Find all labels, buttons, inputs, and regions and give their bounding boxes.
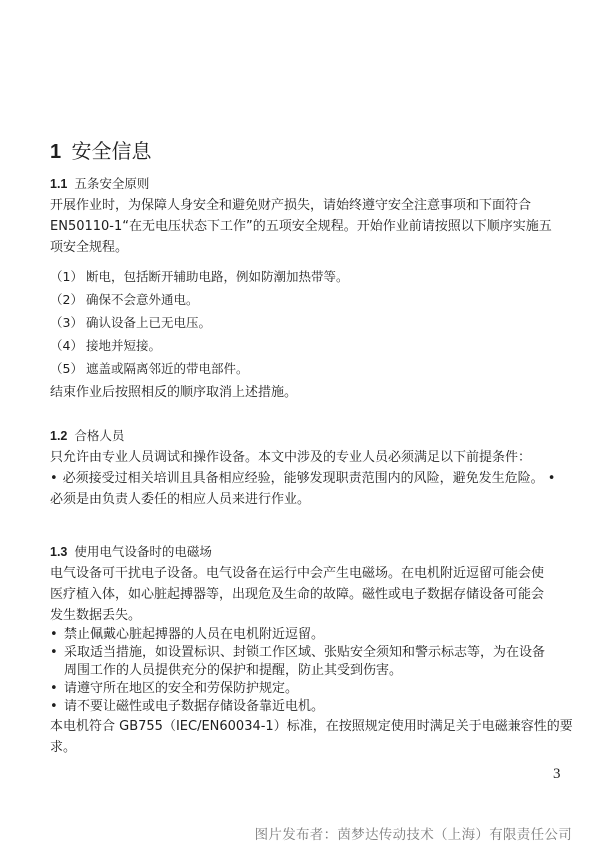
numbered-item <box>50 292 560 308</box>
closing-text: 本电机符合 GB755（IEC/EN60034-1）标准，在按照规定使用时满足关于电磁兼容性的要 <box>50 719 573 734</box>
item-number: （5） <box>50 361 83 376</box>
paragraph-line: 只允许由专业人员调试和操作设备。本文中涉及的专业人员必须满足以下前提条件： <box>50 450 532 465</box>
bullet-icon: • <box>50 699 58 714</box>
section-1-2 <box>50 427 560 510</box>
section-heading <box>50 427 560 445</box>
paragraph-line: 发生数据丢失。 <box>50 608 142 623</box>
list-item-text: 禁止佩戴心脏起搏器的人员在电机附近逗留。 <box>64 627 325 642</box>
bullet-icon: • <box>50 627 58 642</box>
item-text: 接地并短接。 <box>86 338 162 353</box>
list-item-text: 采取适当措施，如设置标识、封锁工作区域、张贴安全须知和警示标志等，为在设备 <box>64 645 546 660</box>
item-number: （4） <box>50 338 83 353</box>
numbered-item <box>50 315 560 331</box>
paragraph-line: EN50110-1“在无电压状态下工作”的五项安全规程。开始作业前请按照以下顺序实施五 <box>50 219 552 234</box>
bullet-icon: • <box>50 681 58 696</box>
numbered-item <box>50 338 560 354</box>
section-heading <box>50 543 560 561</box>
closing-text: 结束作业后按照相反的顺序取消上述措施。 <box>50 385 298 400</box>
list-item-text: 请不要让磁性或电子数据存储设备靠近电机。 <box>64 699 325 714</box>
chapter-heading <box>50 137 151 166</box>
item-number: （2） <box>50 292 83 307</box>
chapter-title: 安全信息 <box>71 139 152 163</box>
numbered-item <box>50 361 560 377</box>
item-number: （3） <box>50 315 83 330</box>
section-heading <box>50 175 560 193</box>
section-number: 1.2 <box>50 429 68 443</box>
item-number: （1） <box>50 269 83 284</box>
item-text: 断电，包括断开辅助电路，例如防潮加热带等。 <box>86 269 349 284</box>
paragraph-line: 医疗植入体，如心脏起搏器等，出现危及生命的故障。磁性或电子数据存储设备可能会 <box>50 587 545 602</box>
section-title: 合格人员 <box>74 428 125 443</box>
closing-text-continued: 求。 <box>50 740 77 755</box>
bullet-icon: • <box>50 471 58 486</box>
bullet-icon: • <box>50 645 58 660</box>
list-item-text-continued: 周围工作的人员提供充分的保护和提醒，防止其受到伤害。 <box>64 663 403 678</box>
item-text: 确保不会意外通电。 <box>86 292 199 307</box>
numbered-item <box>50 269 560 285</box>
bullet-list <box>50 626 560 716</box>
paragraph-line: 项安全规程。 <box>50 240 129 255</box>
chapter-number: 1 <box>50 141 62 163</box>
section-title: 五条安全原则 <box>74 176 150 191</box>
list-item <box>50 626 560 644</box>
item-text: 遮盖或隔离邻近的带电部件。 <box>86 361 249 376</box>
list-item <box>50 698 560 716</box>
page-number: 3 <box>553 766 561 782</box>
bullet-text: 必须接受过相关培训且具备相应经验，能够发现职责范围内的风险，避免发生危险。 • <box>62 471 556 486</box>
bullet-paragraph <box>50 468 560 489</box>
publisher-watermark: 图片发布者：茵梦达传动技术（上海）有限责任公司 <box>254 827 572 843</box>
list-item <box>50 644 560 680</box>
list-item-text: 请遵守所在地区的安全和劳保防护规定。 <box>64 681 299 696</box>
paragraph-line: 开展作业时，为保障人身安全和避免财产损失，请始终遵守安全注意事项和下面符合 <box>50 198 532 213</box>
section-1-3 <box>50 543 573 758</box>
paragraph-line: 必须是由负责人委任的相应人员来进行作业。 <box>50 492 311 507</box>
section-number: 1.1 <box>50 177 68 191</box>
paragraph-line: 电气设备可干扰电子设备。电气设备在运行中会产生电磁场。在电机附近逗留可能会使 <box>50 566 545 581</box>
section-1-1 <box>50 175 560 403</box>
section-number: 1.3 <box>50 545 68 559</box>
list-item <box>50 680 560 698</box>
section-title: 使用电气设备时的电磁场 <box>74 544 212 559</box>
item-text: 确认设备上已无电压。 <box>86 315 212 330</box>
